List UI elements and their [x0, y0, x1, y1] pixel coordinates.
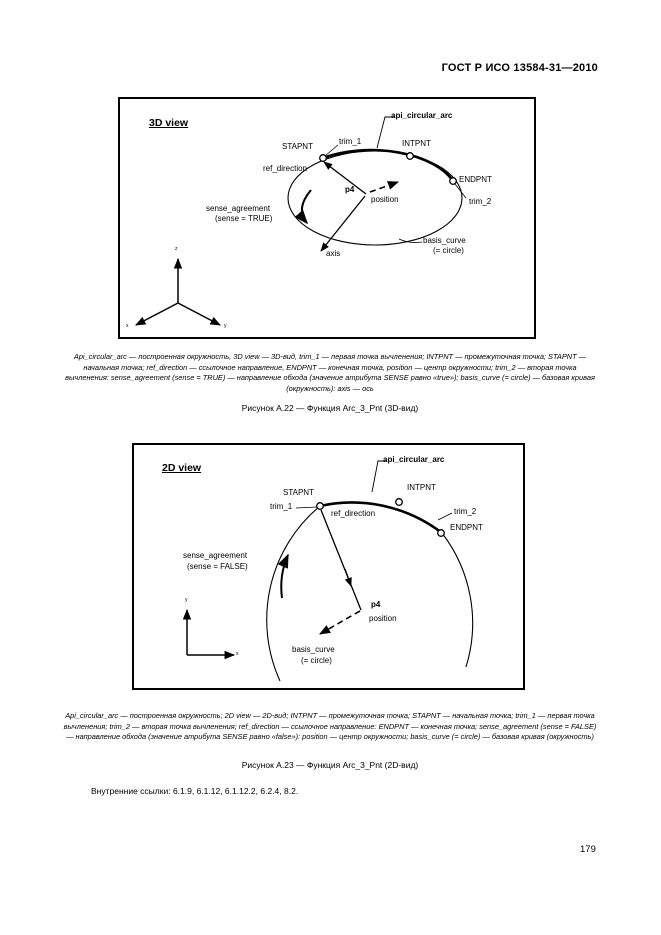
label-trim-1-2d: trim_1 — [270, 502, 293, 511]
label-api-circular-arc-2d: api_circular_arc — [383, 455, 445, 464]
document-header: ГОСТ Р ИСО 13584-31—2010 — [441, 62, 598, 74]
label-endpnt: ENDPNT — [459, 175, 492, 184]
label-ref-direction: ref_direction — [263, 164, 308, 173]
figure-3d-caption: Рисунок А.22 — Функция Arc_3_Pnt (3D-вид) — [241, 403, 419, 413]
label-sense-agreement-2d: sense_agreement — [183, 551, 248, 560]
label-position-2d: position — [369, 614, 397, 623]
label-ref-direction-2d: ref_direction — [331, 509, 376, 518]
label-axis: axis — [326, 249, 341, 258]
figure-3d-frame — [118, 97, 536, 339]
label-circle: (= circle) — [433, 246, 464, 255]
figure-3d-note: Api_circular_arc — построенная окружность, 3D view — 3D-вид, trim_1 — первая точка вычленения; INTPNT — промежуточная точка; STAPNT — начальная точка; ref_direction — ссылочное направление, ENDPNT — конечная точка, position — центр окружности; trim_2 — вторая точка вычленения: sense_agreement (sense = TRUE) — направление обхода (значение атрибута SENSE равно «true»); basis_curve (= circle) — базовая кривая (окружность): axis — ось — [65, 352, 595, 393]
figure-2d-title: 2D view — [162, 462, 202, 474]
axis-y-label: y — [224, 323, 227, 329]
axis-x-label: x — [126, 323, 129, 329]
label-p4: p4 — [345, 185, 355, 194]
label-api-circular-arc: api_circular_arc — [391, 111, 453, 120]
label-basis-curve-2d: basis_curve — [292, 645, 335, 654]
figure-2d-note: Api_circular_arc — построенная окружность; 2D view — 2D-вид; INTPNT — промежуточная точка; STAPNT — начальная точка; trim_1 — первая точка вычленения; trim_2 — вторая точка вычленения; ref_direction — ссылочное направление: ENDPNT — конечная точка; sense_agreement (sense = FALSE) — направление обхода (значение атрибута SENSE равно «false»): position — центр окружности; basis_curve (= circle) — базовая кривая (окружность) — [63, 711, 597, 742]
label-trim-2-2d: trim_2 — [454, 507, 477, 516]
label-trim-1: trim_1 — [339, 137, 362, 146]
figure-2d-caption: Рисунок А.23 — Функция Arc_3_Pnt (2D-вид) — [241, 760, 419, 770]
label-endpnt-2d: ENDPNT — [450, 523, 483, 532]
label-intpnt-2d: INTPNT — [407, 483, 436, 492]
figure-2d-frame — [132, 443, 525, 690]
label-sense-value-2d: (sense = FALSE) — [187, 562, 248, 571]
label-stapnt-2d: STAPNT — [283, 488, 314, 497]
figure-3d-title: 3D view — [149, 117, 189, 129]
label-stapnt: STAPNT — [282, 142, 313, 151]
label-sense-value: (sense = TRUE) — [215, 214, 273, 223]
axis-y-label-2d: y — [185, 597, 188, 603]
label-sense-agreement: sense_agreement — [206, 204, 271, 213]
figure-3d-drawing — [120, 99, 538, 341]
label-p4-2d: p4 — [371, 600, 381, 609]
internal-references: Внутренние ссылки: 6.1.9, 6.1.12, 6.1.12.2, 6.2.4, 8.2. — [91, 786, 299, 796]
axis-x-label-2d: x — [236, 651, 239, 657]
label-basis-curve: basis_curve — [423, 236, 466, 245]
page-number: 179 — [580, 844, 596, 855]
label-circle-2d: (= circle) — [301, 656, 332, 665]
axis-z-label: z — [175, 246, 178, 252]
label-trim-2: trim_2 — [469, 197, 492, 206]
label-intpnt: INTPNT — [402, 139, 431, 148]
label-position: position — [371, 195, 399, 204]
